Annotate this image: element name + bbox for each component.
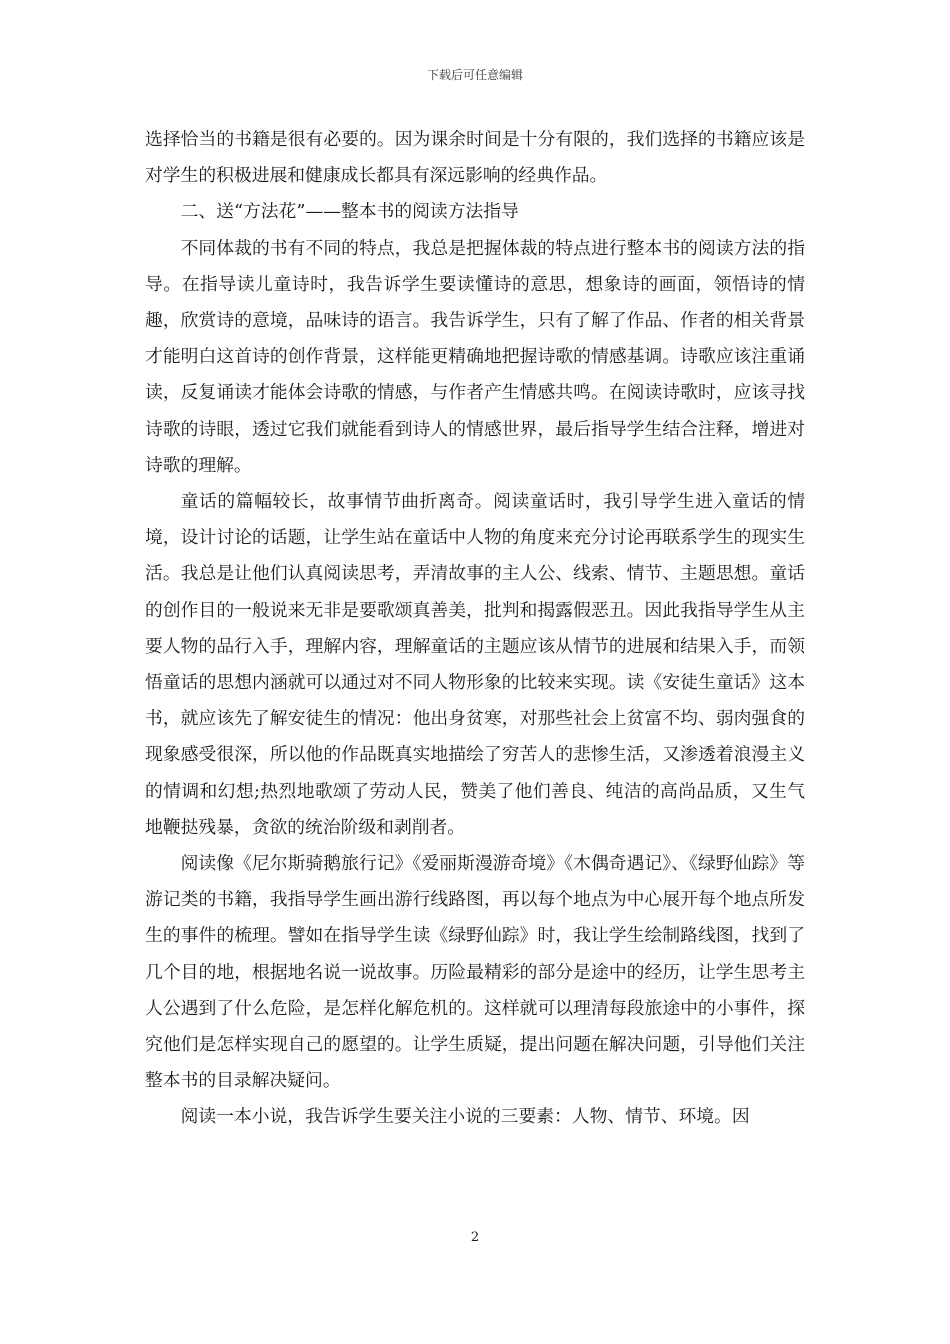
paragraph-continuation: 选择恰当的书籍是很有必要的。因为课余时间是十分有限的，我们选择的书籍应该是对学生的积极进展和健康成长都具有深远影响的经典作品。 [145,129,805,187]
page-number: 2 [470,1230,480,1245]
paragraph-travel-book-reading: 阅读像《尼尔斯骑鹅旅行记》《爱丽斯漫游奇境》《木偶奇遇记》、《绿野仙踪》等游记类的书籍，我指导学生画出游行线路图，再以每个地点为中心展开每个地点所发生的事件的梳理。譬如在指导学生读《绿野仙踪》时，我让学生绘制路线图，找到了几个目的地，根据地名说一说故事。历险最精彩的部分是途中的经历，让学生思考主人公遇到了什么危险，是怎样化解危机的。这样就可以理清每段旅途中的小事件，探究他们是怎样实现自己的愿望的。让学生质疑，提出问题在解决问题，引导他们关注整本书的目录解决疑问。 [145,853,805,1092]
paragraph-poetry-reading: 不同体裁的书有不同的特点，我总是把握体裁的特点进行整本书的阅读方法的指导。在指导读儿童诗时，我告诉学生要读懂诗的意思，想象诗的画面，领悟诗的情趣，欣赏诗的意境，品味诗的语言。我告诉学生，只有了解了作品、作者的相关背景才能明白这首诗的创作背景，这样能更精确地把握诗歌的情感基调。诗歌应该注重诵读，反复诵读才能体会诗歌的情感，与作者产生情感共鸣。在阅读诗歌时，应该寻找诗歌的诗眼，透过它我们就能看到诗人的情感世界，最后指导学生结合注释，增进对诗歌的理解。 [145,237,805,476]
document-body [145,122,805,1136]
section-heading: 二、送“方法花”——整本书的阅读方法指导 [180,201,519,223]
paragraph-fairy-tale-reading: 童话的篇幅较长，故事情节曲折离奇。阅读童话时，我引导学生进入童话的情境，设计讨论的话题，让学生站在童话中人物的角度来充分讨论再联系学生的现实生活。我总是让他们认真阅读思考，弄清故事的主人公、线索、情节、主题思想。童话的创作目的一般说来无非是要歌颂真善美，批判和揭露假恶丑。因此我指导学生从主要人物的品行入手，理解内容，理解童话的主题应该从情节的进展和结果入手，而领悟童话的思想内涵就可以通过对不同人物形象的比较来实现。读《安徒生童话》这本书，就应该先了解安徒生的情况：他出身贫寒，对那些社会上贫富不均、弱肉强食的现象感受很深，所以他的作品既真实地描绘了穷苦人的悲惨生活，又渗透着浪漫主义的情调和幻想;热烈地歌颂了劳动人民，赞美了他们善良、纯洁的高尚品质，又生气地鞭挞残暴，贪欲的统治阶级和剥削者。 [145,491,805,838]
page-header: 下载后可任意编辑 [426,68,523,82]
paragraph-novel-reading: 阅读一本小说，我告诉学生要关注小说的三要素：人物、情节、环境。因 [180,1106,750,1128]
